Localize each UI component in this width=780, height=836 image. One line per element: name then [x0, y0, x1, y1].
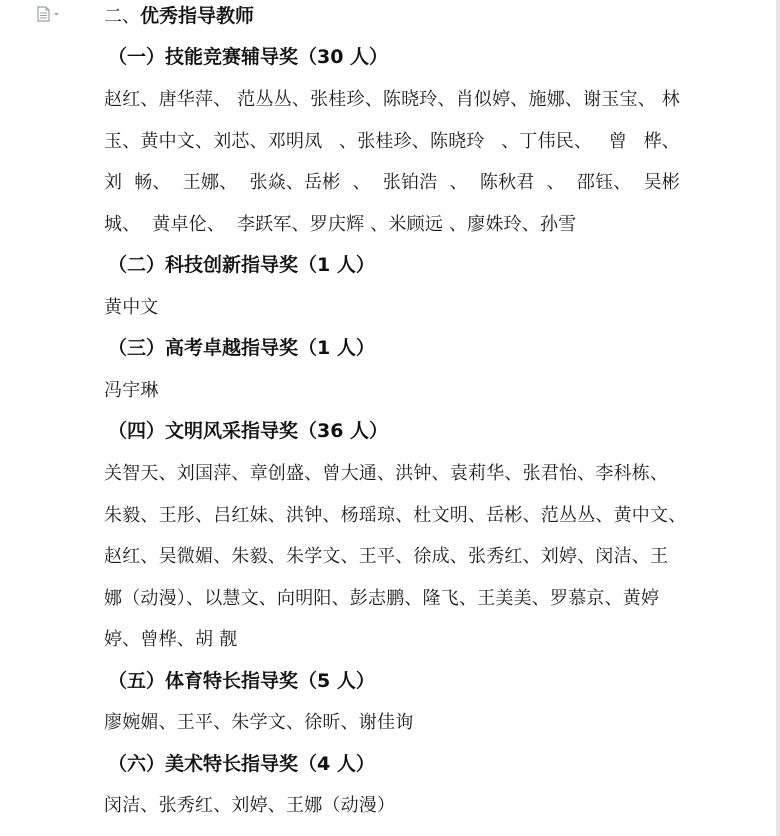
award-names	[104, 79, 680, 245]
document-icon	[37, 6, 63, 22]
names-line: 闵洁、张秀红、刘婷、王娜（动漫）	[104, 795, 396, 816]
vertical-scrollbar[interactable]	[776, 0, 780, 836]
section-title-text: 优秀指导教师	[140, 5, 255, 27]
names-segment: 、张桂珍、陈晓玲	[339, 130, 485, 152]
names-segment: 吴彬	[643, 172, 680, 193]
names-segment: 张焱、岳彬	[249, 172, 341, 193]
names-segment: 、	[449, 172, 468, 193]
document-menu[interactable]	[37, 6, 63, 22]
names-segment: 张铂浩	[382, 172, 438, 193]
names-segment: 林	[661, 89, 680, 110]
names-line: 关智天、刘国萍、章创盛、曾大通、洪钟、袁莉华、张君怡、李科栋、	[104, 463, 669, 484]
award-names	[104, 453, 687, 661]
names-segment: 赵红、唐华萍、	[104, 89, 232, 110]
names-segment: 曾	[608, 130, 627, 152]
names-segment: 刘	[104, 172, 123, 193]
names-line: 朱毅、王彤、吕红妹、洪钟、杨瑶琼、杜文明、岳彬、范丛丛、黄中文、	[104, 504, 687, 526]
award-names	[104, 287, 680, 329]
section-title	[104, 4, 254, 29]
names-segment: 范丛丛、张桂珍、陈晓玲、肖似婷、施娜、谢玉宝、	[237, 89, 656, 110]
names-segment: 、米顾远	[370, 213, 444, 235]
section-number: 二、	[104, 6, 140, 27]
award-names	[104, 370, 680, 412]
names-segment: 、	[352, 172, 371, 193]
award-title: （二）科技创新指导奖（1 人）	[108, 254, 375, 276]
names-line	[104, 162, 680, 204]
names-segment: 婷、曾桦、胡	[104, 629, 214, 650]
names-segment: 、	[546, 172, 565, 193]
award-names	[104, 702, 680, 744]
names-segment: 邵钰、	[576, 172, 632, 193]
names-line	[104, 204, 680, 246]
names-line	[104, 121, 680, 163]
names-segment: 畅、	[134, 172, 171, 193]
names-segment: 陈秋君	[479, 172, 535, 193]
names-segment: 李跃军、罗庆辉	[236, 213, 365, 235]
names-line: 娜（动漫）、以慧文、向明阳、彭志鹏、隆飞、王美美、罗慕京、黄婷	[104, 587, 660, 609]
names-line: 黄中文	[104, 297, 159, 318]
award-title: （四）文明风采指导奖（36 人）	[108, 420, 389, 442]
names-segment: 靓	[219, 629, 238, 650]
names-segment: 王娜、	[182, 172, 238, 193]
names-line	[104, 619, 680, 661]
names-line: 廖婉媚、王平、朱学文、徐昕、谢佳询	[104, 712, 414, 733]
award-title: （三）高考卓越指导奖（1 人）	[108, 337, 375, 359]
names-segment: 城、	[104, 213, 141, 235]
names-line	[104, 79, 680, 121]
names-segment: 、廖姝玲、孙雪	[448, 213, 577, 235]
names-line: 赵红、吴微媚、朱毅、朱学文、王平、徐成、张秀红、刘婷、闵洁、王	[104, 546, 669, 567]
names-segment: 黄卓伦、	[152, 213, 226, 235]
names-segment: 桦、	[643, 130, 680, 152]
award-title: （一）技能竞赛辅导奖（30 人）	[108, 46, 389, 68]
names-line: 冯宇琳	[104, 380, 159, 401]
chevron-down-icon	[54, 13, 59, 16]
award-title: （六）美术特长指导奖（4 人）	[108, 753, 375, 775]
award-title: （五）体育特长指导奖（5 人）	[108, 670, 375, 692]
award-names	[104, 785, 680, 827]
names-segment: 玉、黄中文、刘芯、邓明凤	[104, 130, 323, 152]
names-segment: 、丁伟民、	[501, 130, 593, 152]
